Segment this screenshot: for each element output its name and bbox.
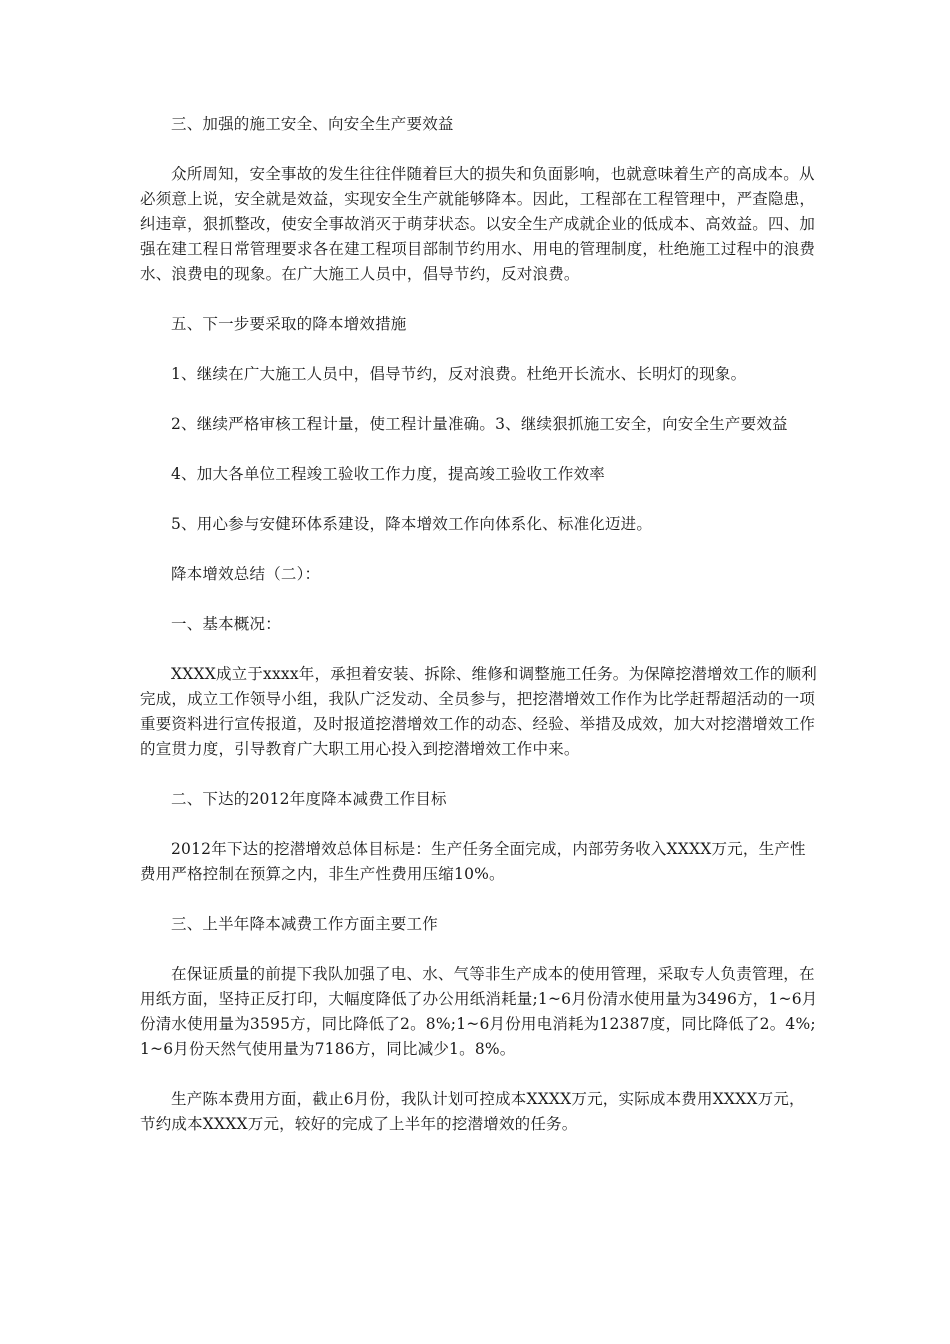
- paragraph-production-cost: 生产陈本费用方面，截止6月份，我队计划可控成本XXXX万元，实际成本费用XXXX万元，节约成本XXXX万元，较好的完成了上半年的挖潜增效的任务。: [140, 1090, 805, 1133]
- section-heading-overview: 一、基本概况：: [171, 615, 281, 633]
- paragraph-2012-target: 2012年下达的挖潜增效总体目标是：生产任务全面完成，内部劳务收入XXXX万元，生产性费用严格控制在预算之内，非生产性费用压缩10%。: [140, 840, 806, 883]
- section-heading-safety: 三、加强的施工安全、向安全生产要效益: [171, 115, 454, 133]
- section-heading-2012-target: 二、下达的2012年度降本减费工作目标: [171, 790, 447, 808]
- document-body: [140, 112, 820, 1137]
- paragraph-overview: XXXX成立于xxxx年，承担着安装、拆除、维修和调整施工任务。为保障挖潜增效工作的顺利完成，成立工作领导小组，我队广泛发动、全员参与，把挖潜增效工作作为比学赶帮超活动的一项重要资料进行宣传报道，及时报道挖潜增效工作的动态、经验、举措及成效，加大对挖潜增效工作的宣贯力度，引导教育广大职工用心投入到挖潜增效工作中来。: [140, 665, 817, 758]
- paragraph-safety-benefit: 众所周知，安全事故的发生往往伴随着巨大的损失和负面影响，也就意味着生产的高成本。从必须意上说，安全就是效益，实现安全生产就能够降本。因此，工程部在工程管理中，严查隐患，纠违章，狠抓整改，使安全事故消灭于萌芽状态。以安全生产成就企业的低成本、高效益。四、加强在建工程日常管理要求各在建工程项目部制节约用水、用电的管理制度，杜绝施工过程中的浪费水、浪费电的现象。在广大施工人员中，倡导节约，反对浪费。: [140, 165, 816, 283]
- section-heading-next-steps: 五、下一步要采取的降本增效措施: [171, 315, 407, 333]
- list-item-1: 1、继续在广大施工人员中，倡导节约，反对浪费。杜绝开长流水、长明灯的现象。: [171, 365, 747, 383]
- list-item-4: 4、加大各单位工程竣工验收工作力度，提高竣工验收工作效率: [171, 465, 605, 483]
- summary-two-heading: 降本增效总结（二）：: [171, 565, 321, 583]
- section-heading-first-half-work: 三、上半年降本减费工作方面主要工作: [171, 915, 438, 933]
- list-item-2-3: 2、继续严格审核工程计量，使工程计量准确。3、继续狠抓施工安全，向安全生产要效益: [171, 415, 788, 433]
- paragraph-utilities-usage: 在保证质量的前提下我队加强了电、水、气等非生产成本的使用管理，采取专人负责管理，在用纸方面，坚持正反打印，大幅度降低了办公用纸消耗量;1~6月份清水使用量为3496方，1~6月份清水使用量为3595方，同比降低了2。8%;1~6月份用电消耗为12387度，同比降低了2。4%;1~6月份天然气使用量为7186方，同比减少1。8%。: [140, 965, 818, 1058]
- list-item-5: 5、用心参与安健环体系建设，降本增效工作向体系化、标准化迈进。: [171, 515, 653, 533]
